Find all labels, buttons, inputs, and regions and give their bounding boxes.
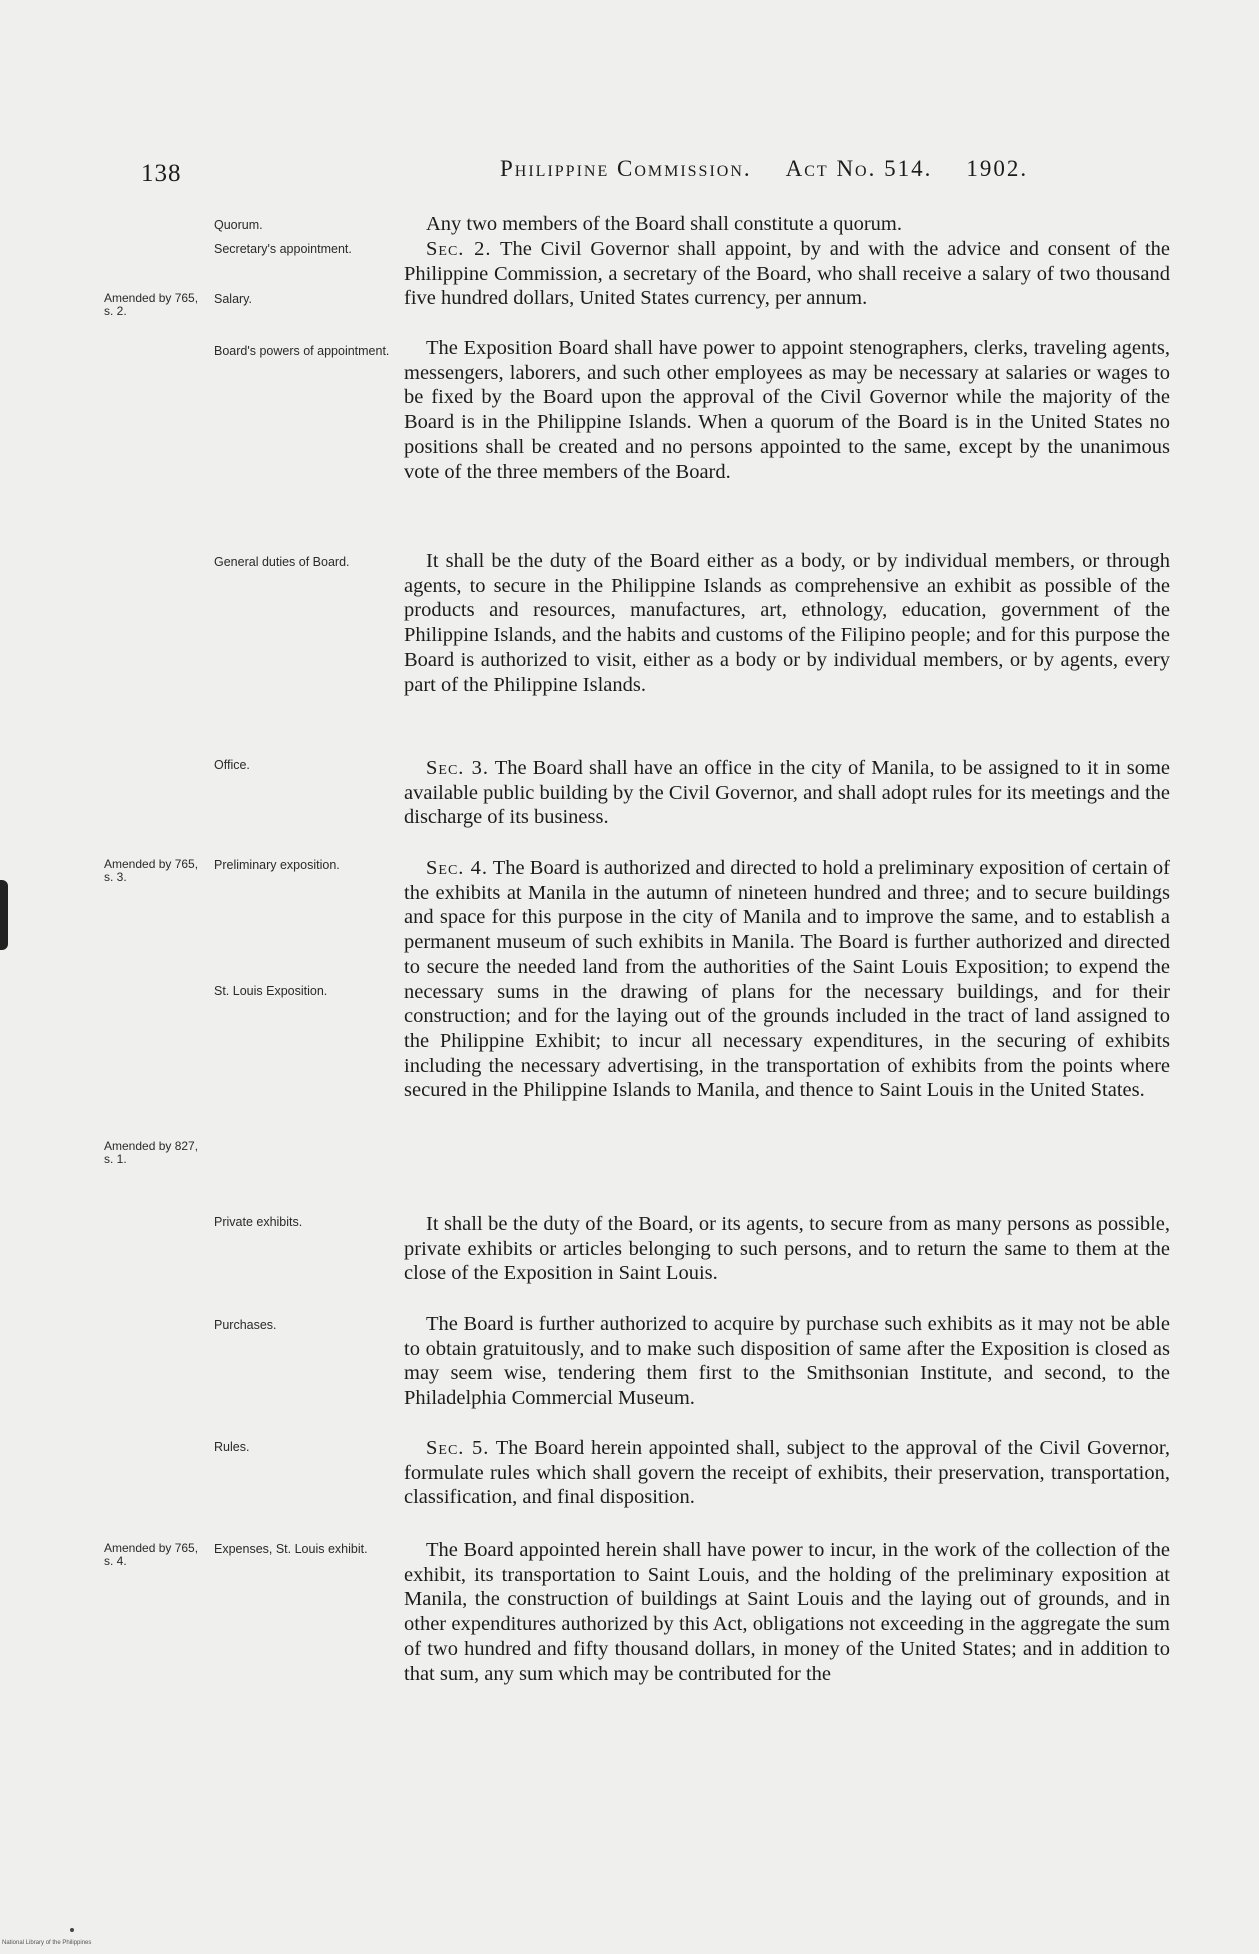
library-footer: National Library of the Philippines <box>2 1940 92 1946</box>
paragraph: Any two members of the Board shall constitute a quorum. <box>426 213 902 235</box>
amendment-note: Amended by 765, s. 3. <box>104 857 199 884</box>
margin-note: Board's powers of appointment. <box>214 344 390 358</box>
margin-note: Private exhibits. <box>214 1215 303 1229</box>
scan-dot <box>70 1928 74 1932</box>
margin-note: Quorum. <box>214 218 263 232</box>
margin-note: Rules. <box>214 1440 250 1454</box>
running-head-title: Philippine Commission. <box>500 156 752 181</box>
amendment-note: Amended by 765, s. 2. <box>104 291 199 318</box>
paragraph-text: The Board shall have an office in the city of Manila, to be assigned to it in some available public building by the Civil Governor, and shall adopt rules for its meetings and the discharge of its business. <box>404 757 1170 829</box>
margin-note: Salary. <box>214 292 252 306</box>
paragraph: It shall be the duty of the Board, or its agents, to secure from as many persons as possible, private exhibits or articles belonging to such persons, and to return the same to them at the close of the Exposition in Saint Louis. <box>404 1213 1170 1285</box>
edge-mark <box>0 880 8 950</box>
paragraph: The Board is further authorized to acquire by purchase such exhibits as it may not be able to obtain gratuitously, and to make such disposition of same after the Exposition is closed as may seem wise, tendering them first to the Smithsonian Institute, and second, to the Philadelphia Commercial Museum. <box>404 1313 1170 1410</box>
margin-note: Purchases. <box>214 1318 277 1332</box>
running-head <box>500 156 1120 182</box>
paragraph-text: The Board herein appointed shall, subject to the approval of the Civil Governor, formulate rules which shall govern the receipt of exhibits, their preservation, transportation, classification, and final disposition. <box>404 1437 1170 1509</box>
paragraph: The Exposition Board shall have power to appoint stenographers, clerks, traveling agents, messengers, laborers, and such other employees as may be necessary at salaries or wages to be fixed by the Board upon the approval of the Civil Governor while the majority of the Board is in the Philippine Islands. When a quorum of the Board is in the United States no positions shall be created and no persons appointed to the same, except by the unanimous vote of the three members of the Board. <box>404 337 1170 483</box>
paragraph <box>404 756 1170 830</box>
margin-note: General duties of Board. <box>214 555 350 569</box>
margin-note: Office. <box>214 758 250 772</box>
amendment-note: Amended by 827, s. 1. <box>104 1139 199 1166</box>
paragraph <box>404 1436 1170 1510</box>
section-number: Sec. 3. <box>426 757 489 779</box>
running-head-year: 1902. <box>966 156 1029 181</box>
margin-note: Preliminary exposition. <box>214 858 340 872</box>
section-number: Sec. 5. <box>426 1437 490 1459</box>
section-number: Sec. 4. <box>426 857 488 879</box>
amendment-note: Amended by 765, s. 4. <box>104 1541 199 1568</box>
margin-note: St. Louis Exposition. <box>214 984 328 998</box>
margin-note: Expenses, St. Louis exhibit. <box>214 1542 368 1556</box>
paragraph: It shall be the duty of the Board either as a body, or by individual members, or through agents, to secure in the Philippine Islands as comprehensive an exhibit as possible of the products and resources, manufactures, art, ethnology, education, government of the Philippine Islands, and the habits and customs of the Filipino people; and for this purpose the Board is authorized to visit, either as a body or by individual members, or by agents, every part of the Philippine Islands. <box>404 550 1170 696</box>
paragraph-text: The Civil Governor shall appoint, by and with the advice and consent of the Philippine Commission, a secretary of the Board, who shall receive a salary of two thousand five hundred dollars, United States currency, per annum. <box>404 238 1171 310</box>
paragraph: The Board appointed herein shall have power to incur, in the work of the collection of the exhibit, its transportation to Saint Louis, and the holding of the preliminary exposition at Manila, the construction of buildings at Saint Louis and the laying out of grounds, and in other expenditures authorized by this Act, obligations not exceeding in the aggregate the sum of two hundred and fifty thousand dollars, in money of the United States; and in addition to that sum, any sum which may be contributed for the <box>404 1539 1170 1685</box>
running-head-act: Act No. 514. <box>785 156 933 181</box>
section-number: Sec. 2. <box>426 238 492 260</box>
page-number: 138 <box>141 160 182 187</box>
paragraph <box>404 856 1170 1103</box>
paragraph <box>404 237 1170 311</box>
margin-note: Secretary's appointment. <box>214 242 352 256</box>
paragraph-text: The Board is authorized and directed to hold a preliminary exposition of certain of the exhibits at Manila in the autumn of nineteen hundred and three; and to secure buildings and space for this purpose in the city of Manila and to improve the same, and to establish a permanent museum of such exhibits in Manila. The Board is further authorized and directed to secure the needed land from the authorities of the Saint Louis Exposition; to expend the necessary sums in the drawing of plans for the necessary buildings, and for their construction; and for the laying out of the grounds included in the tract of land assigned to the Philippine Exhibit; to incur all necessary expenditures, in the securing of exhibits including the necessary advertising, in the transportation of exhibits from the points where secured in the Philippine Islands to Manila, and thence to Saint Louis in the United States. <box>404 857 1170 1102</box>
